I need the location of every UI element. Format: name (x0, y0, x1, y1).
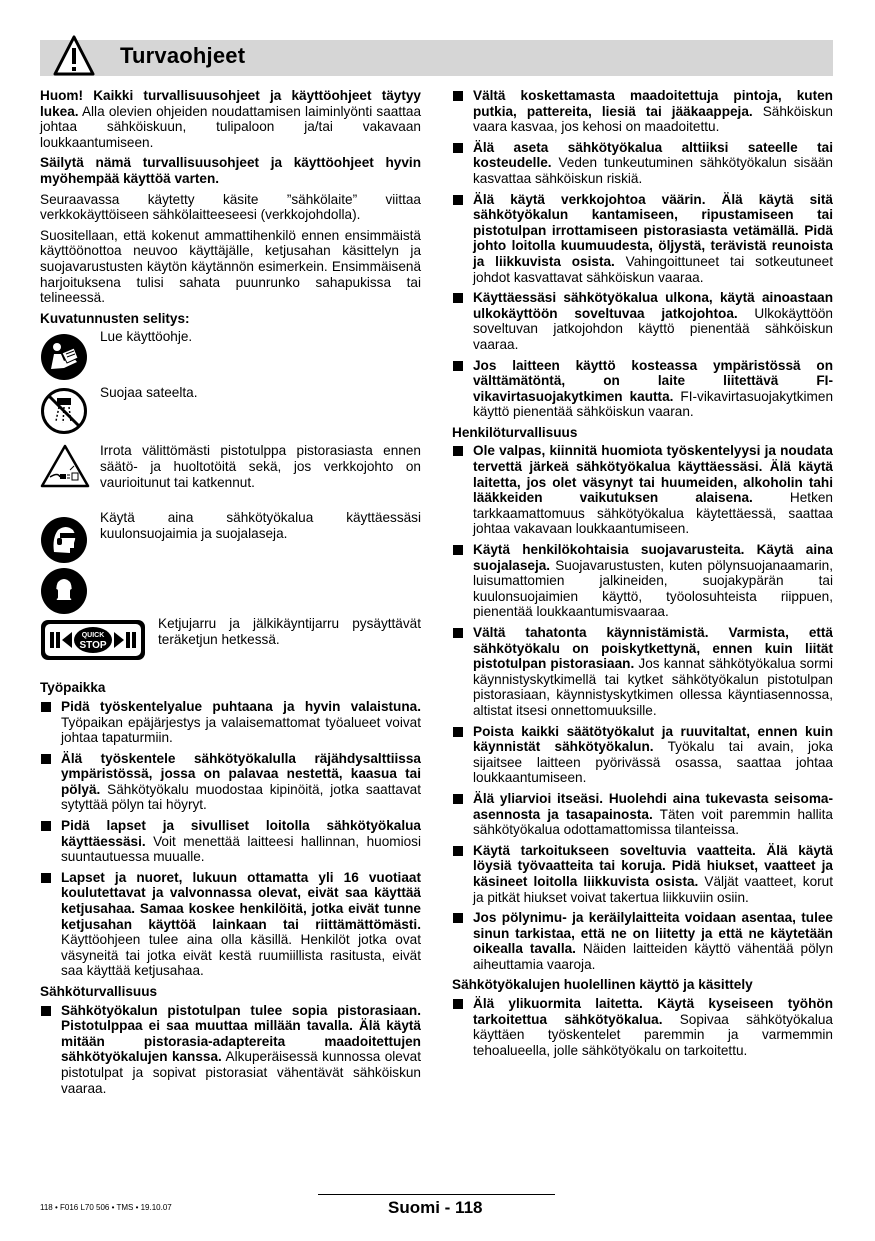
left-column (40, 88, 421, 1101)
symbol-text: Lue käyttöohje. (100, 329, 193, 345)
symbol-eye-ear (40, 510, 421, 567)
symbol-quick-stop (40, 616, 421, 675)
personal-heading: Henkilöturvallisuus (452, 424, 578, 440)
bullet-item: Älä käytä verkkojohtoa väärin. Älä käytä sitä sähkötyökalun kantamiseen, ripustamiseen tai pistotulpan irrottamiseen pistorasiasta vetämällä. Pidä johto loitolla kuumuudesta, öljystä, terävistä reunoista ja liikkuvista osista. Vahingoittuneet tai sotkeutuneet johdot kasvattavat sähköiskun vaaraa. (452, 192, 833, 286)
bullet-item: Älä työskentele sähkötyökalulla räjähdysalttiissa ympäristössä, jossa on palavaa nestettä, kaasua tai pölyä. Sähkötyökalu muodostaa kipinöitä, jotka saattavat sytyttää pölyn tai höyryt. (40, 751, 421, 813)
unplug-icon (40, 444, 90, 488)
stop-label: STOP (79, 640, 107, 652)
bullet-item: Poista kaikki säätötyökalut ja ruuvitaltat, ennen kuin käynnistät sähkötyökalun. Työkalu tai avain, joka sijaitsee laitteen pyörivässä osassa, saattaa johtaa loukkaantumiseen. (452, 724, 833, 786)
recommend-paragraph: Suositellaan, että kokenut ammattihenkilö ennen ensimmäistä käyttöönottoa neuvoo käyttäjälle, ketjusahan käsittelyn ja suojavarustusten käytön käytännön esimerkein. Ensimmäisenä harjoituksena tulisi sahata puunrunko sahapukissa tai telineessä. (40, 227, 421, 306)
read-manual-icon (40, 333, 88, 381)
keep-instructions: Säilytä nämä turvallisuusohjeet ja käyttöohjeet hyvin myöhempää käyttöä varten. (40, 155, 421, 186)
term-paragraph: Seuraavassa käytetty käsite ”sähkölaite” viittaa verkkokäyttöiseen sähkölaitteeseesi (verkkojohdolla). (40, 191, 421, 223)
quick-stop-icon (40, 619, 146, 661)
no-rain-icon (40, 387, 88, 435)
symbol-text: Käytä aina sähkötyökalua käyttäessäsi kuulonsuojaimia ja suojalaseja. (100, 510, 421, 541)
bullet-item: Ole valpas, kiinnitä huomiota työskentelyysi ja noudata tervettä järkeä sähkötyökalua käyttäessäsi. Älä käytä laitetta, jos olet väsynyt tai huumeiden, alkoholin tahi lääkkeiden vaikutuksen alaisena. Hetken tarkkaamattomuus sähkötyökalua käytettäessä, saattaa johtaa vakavaan loukkaantumiseen. (452, 443, 833, 537)
bullet-item: Älä ylikuormita laitetta. Käytä kyseiseen työhön tarkoitettua sähkötyökalua. Sopivaa sähkötyökalua käyttäen työskentelet paremmin ja varmemmin tehoalueella, jolle sähkötyökalu on tarkoitettu. (452, 996, 833, 1058)
bullet-item: Pidä lapset ja sivulliset loitolla sähkötyökalua käyttäessäsi. Voit menettää laitteesi hallinnan, huomiosi suuntautuessa muualle. (40, 818, 421, 865)
bullet-item: Käyttäessäsi sähkötyökalua ulkona, käytä ainoastaan ulkokäyttöön soveltuvaa jatkojohtoa. Ulkokäyttöön soveltuvan jatkojohdon käyttö pienentää sähköiskun vaaraa. (452, 290, 833, 352)
right-column (452, 88, 833, 1063)
bullet-item: Vältä koskettamasta maadoitettuja pintoja, kuten putkia, pattereita, liesiä tai jääkaappeja. Sähköiskun vaara kasvaa, jos kehosi on maadoitettu. (452, 88, 833, 135)
symbol-unplug (40, 435, 421, 510)
bullet-item: Jos laitteen käyttö kosteassa ympäristössä on välttämätöntä, on laite liitettävä FI-vikavirtasuojakytkimen kautta. FI-vikavirtasuojakytkimen käyttö pienentää sähköiskun vaaran. (452, 358, 833, 420)
page-number: Suomi - 118 (388, 1198, 483, 1217)
symbol-text: Suojaa sateelta. (100, 385, 198, 401)
symbol-read-manual (40, 329, 421, 383)
page-title: Turvaohjeet (120, 43, 246, 68)
eye-ear-protection-icon (40, 516, 88, 564)
warning-triangle-icon (52, 34, 96, 78)
bullet-item: Älä aseta sähkötyökalua alttiiksi sateelle tai kosteudelle. Veden tunkeutuminen sähkötyökalun sisään kasvattaa sähköiskun riskiä. (452, 140, 833, 187)
footer-divider (318, 1194, 555, 1195)
symbol-text: Irrota välittömästi pistotulppa pistorasiasta ennen säätö- ja huoltotöitä sekä, jos verkkojohto on vaurioitunut tai katkennut. (100, 443, 421, 490)
handling-heading: Sähkötyökalujen huolellinen käyttö ja käsittely (452, 977, 753, 993)
quick-label: QUICK (81, 632, 105, 640)
bullet-item: Älä yliarvioi itseäsi. Huolehdi aina tukevasta seisoma-asennosta ja tasapainosta. Täten voit paremmin hallita sähkötyökalua odottamattomissa tilanteissa. (452, 791, 833, 838)
ear-protection-icon (40, 567, 88, 615)
symbols-heading: Kuvatunnusten selitys: (40, 310, 190, 326)
bullet-item: Sähkötyökalun pistotulpan tulee sopia pistorasiaan. Pistotulppaa ei saa muuttaa millään tavalla. Älä käytä mitään pistorasia-adaptereita maadoitettujen sähkötyökalujen kanssa. Alkuperäisessä kunnossa olevat pistotulpat ja sopivat pistorasiat vähentävät sähköiskun vaaraa. (40, 1003, 421, 1097)
page-header (40, 40, 833, 76)
symbol-ear (40, 567, 421, 619)
footer-code: 118 • F016 L70 506 • TMS • 19.10.07 (40, 1203, 172, 1212)
bullet-item: Pidä työskentelyalue puhtaana ja hyvin valaistuna. Työpaikan epäjärjestys ja valaisemattomat työalueet voivat johtaa tapaturmiin. (40, 699, 421, 746)
symbol-no-rain (40, 383, 421, 435)
intro-paragraph: Huom! Kaikki turvallisuusohjeet ja käyttöohjeet täytyy lukea. Alla olevien ohjeiden noudattamisen laiminlyönti saattaa johtaa sähköiskuun, tulipaloon ja/tai vakavaan loukkaantumiseen. (40, 88, 421, 150)
symbol-text: Ketjujarru ja jälkikäyntijarru pysäyttävät teräketjun hetkessä. (158, 616, 421, 647)
workplace-heading: Työpaikka (40, 680, 106, 696)
bullet-item: Käytä henkilökohtaisia suojavarusteita. Käytä aina suojalaseja. Suojavarustusten, kuten pölynsuojanaamarin, luisumattomien jalkineiden, suojakypärän tai kuulonsuojaimien käyttö, työolosuhteista riippuen, pienentää loukkaantumisvaaraa. (452, 542, 833, 620)
bullet-item: Jos pölynimu- ja keräilylaitteita voidaan asentaa, tulee sinun tarkistaa, että ne on liitetty ja että ne käytetään oikealla tavalla. Näiden laitteiden käyttö vähentää pölyn aiheuttamia vaaroja. (452, 910, 833, 972)
electrical-heading: Sähköturvallisuus (40, 984, 158, 999)
bullet-item: Vältä tahatonta käynnistämistä. Varmista, että sähkötyökalu on poiskytkettynä, ennen kuin liität pistotulpan pistorasiaan. Jos kannat sähkötyökalua sormi käynnistyskytkimellä tai kytket sähkötyökalun pistotulpan pistorasiaan, käynnistyskytkimen ollessa käyntiasennossa, altistat itsesi onnettomuuksille. (452, 625, 833, 719)
bullet-item: Lapset ja nuoret, lukuun ottamatta yli 16 vuotiaat koulutettavat ja valvonnassa olevat, eivät saa käyttää ketjusahaa. Samaa koskee henkilöitä, jotka eivät tunne ketjusahan käyttöä lainkaan tai riittämättömästi. Käyttöohjeen tulee aina olla käsillä. Henkilöt jotka ovat väsyneitä tai jotka eivät kestä ruumiillista rasitusta, eivät saa käyttää ketjusahaa. (40, 870, 421, 979)
bullet-item: Käytä tarkoitukseen soveltuvia vaatteita. Älä käytä löysiä työvaatteita tai koruja. Pidä hiukset, vaatteet ja käsineet loitolla liikkuvista osista. Väljät vaatteet, korut ja pitkät hiukset voivat takertua liikkuviin osiin. (452, 843, 833, 905)
